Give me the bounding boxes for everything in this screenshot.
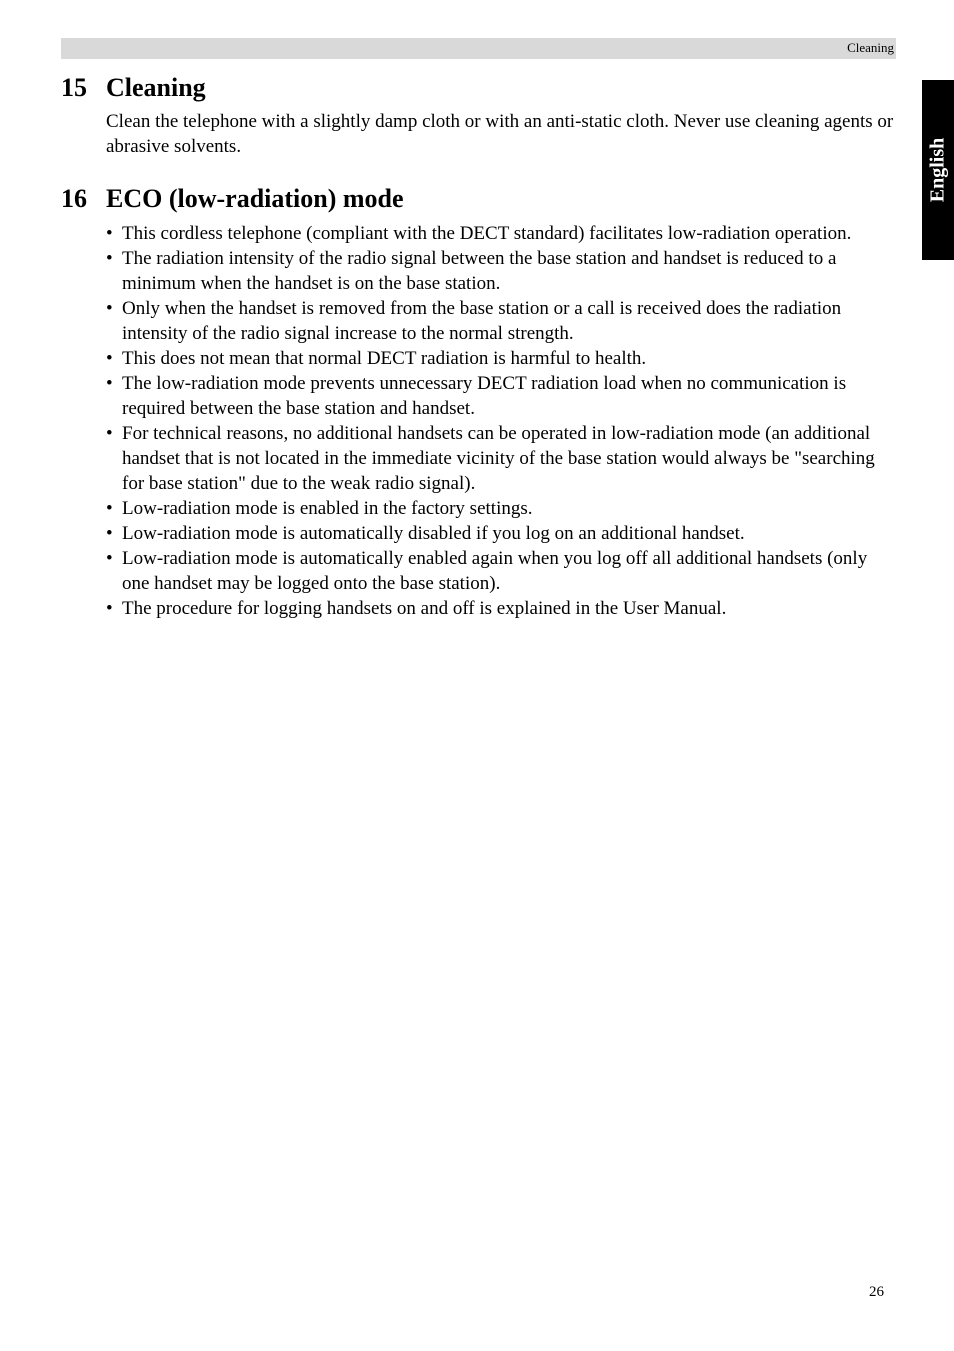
running-header	[61, 38, 896, 59]
list-item: • The radiation intensity of the radio signal between the base station and handset is reduced to a minimum when the handset is on the base station.	[106, 246, 896, 296]
section-number: 15	[61, 73, 87, 102]
list-item: • For technical reasons, no additional handsets can be operated in low-radiation mode (an additional handset that is not located in the immediate vicinity of the base station would always be "searching for base station" due to the weak radio signal).	[106, 421, 896, 496]
section-number: 16	[61, 184, 87, 213]
list-item: • This does not mean that normal DECT radiation is harmful to health.	[106, 346, 896, 371]
section-heading-cleaning	[61, 73, 206, 103]
section-title: Cleaning	[106, 73, 206, 102]
section-title: ECO (low-radiation) mode	[106, 184, 404, 213]
list-item: • This cordless telephone (compliant with the DECT standard) facilitates low-radiation operation.	[106, 221, 896, 246]
page-number: 26	[869, 1284, 884, 1300]
language-tab	[922, 80, 954, 260]
list-item: • The low-radiation mode prevents unnecessary DECT radiation load when no communication is required between the base station and handset.	[106, 371, 896, 421]
language-tab-label: English	[926, 137, 949, 203]
list-item: • Low-radiation mode is automatically disabled if you log on an additional handset.	[106, 521, 896, 546]
cleaning-paragraph: Clean the telephone with a slightly damp cloth or with an anti-static cloth. Never use cleaning agents or abrasive solvents.	[106, 111, 894, 157]
list-item: • The procedure for logging handsets on and off is explained in the User Manual.	[106, 596, 896, 621]
list-item: • Low-radiation mode is enabled in the factory settings.	[106, 496, 896, 521]
list-item: • Only when the handset is removed from the base station or a call is received does the radiation intensity of the radio signal increase to the normal strength.	[106, 296, 896, 346]
list-item: • Low-radiation mode is automatically enabled again when you log off all additional handsets (only one handset may be logged onto the base station).	[106, 546, 896, 596]
running-header-title: Cleaning	[847, 40, 894, 55]
eco-mode-bullet-list	[106, 221, 896, 621]
section-heading-eco-mode	[61, 184, 404, 214]
